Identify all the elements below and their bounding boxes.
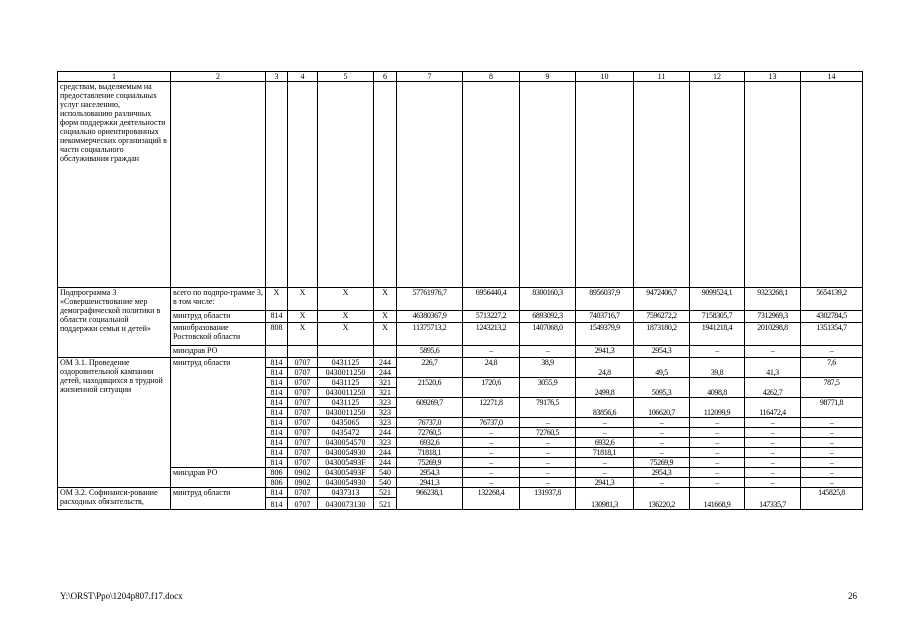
code-cell: 814: [266, 488, 288, 498]
value-cell: 2499,8: [576, 388, 634, 398]
code-cell: 521: [374, 488, 397, 498]
column-header: 7: [397, 72, 463, 82]
value-cell: [576, 488, 634, 498]
code-cell: 0430054930: [318, 448, 374, 458]
code-cell: 0707: [288, 448, 318, 458]
value-cell: 71818,1: [576, 448, 634, 458]
code-cell: 0707: [288, 418, 318, 428]
row-label: минтруд области: [171, 311, 266, 323]
code-cell: 814: [266, 378, 288, 388]
code-cell: 0431125: [318, 358, 374, 368]
table-row: [58, 323, 863, 346]
code-cell: 244: [374, 458, 397, 468]
value-cell: 5713227,2: [463, 311, 520, 323]
code-cell: 814: [266, 398, 288, 408]
value-cell: 6956440,4: [463, 288, 520, 311]
value-cell: –: [634, 448, 690, 458]
code-cell: X: [288, 288, 318, 311]
value-cell: –: [745, 468, 801, 478]
page-number: 26: [848, 591, 857, 601]
value-cell: –: [463, 346, 520, 358]
value-cell: 57761976,7: [397, 288, 463, 311]
value-cell: –: [463, 478, 520, 488]
value-cell: 11375713,2: [397, 323, 463, 346]
value-cell: –: [745, 346, 801, 358]
value-cell: [634, 398, 690, 408]
value-cell: –: [690, 478, 745, 488]
code-cell: 814: [266, 368, 288, 378]
value-cell: –: [690, 346, 745, 358]
value-cell: 116472,4: [745, 408, 801, 418]
value-cell: 7,6: [801, 358, 863, 368]
code-cell: 814: [266, 358, 288, 368]
code-cell: 814: [266, 448, 288, 458]
header-row: [58, 72, 863, 82]
value-cell: 7312969,3: [745, 311, 801, 323]
value-cell: –: [463, 458, 520, 468]
value-cell: 5654139,2: [801, 288, 863, 311]
code-cell: 244: [374, 448, 397, 458]
code-cell: 323: [374, 418, 397, 428]
code-cell: 540: [374, 478, 397, 488]
code-cell: 814: [266, 428, 288, 438]
column-header: 1: [58, 72, 171, 82]
value-cell: –: [745, 428, 801, 438]
value-cell: 147335,7: [745, 498, 801, 510]
value-cell: [745, 488, 801, 498]
table-row: [58, 82, 863, 288]
value-cell: –: [801, 438, 863, 448]
value-cell: 5895,6: [397, 346, 463, 358]
subprogram-name: Подпрограмма 3 «Совершенствование мер демографической политики в области социальной поддержки семьи и детей»: [58, 288, 171, 358]
value-cell: 7596272,2: [634, 311, 690, 323]
value-cell: –: [690, 458, 745, 468]
column-header: 3: [266, 72, 288, 82]
table-row: [58, 288, 863, 311]
code-cell: 0707: [288, 398, 318, 408]
code-cell: 0707: [288, 438, 318, 448]
value-cell: [690, 398, 745, 408]
code-cell: 0707: [288, 368, 318, 378]
value-cell: –: [463, 448, 520, 458]
block0-name: средствам, выделяемым на предоставление социальных услуг населению, использованию различных форм поддержки деятельности социально ориентированных некоммерческих организаций в части социального обслуживания граждан: [58, 82, 171, 288]
code-cell: 244: [374, 428, 397, 438]
code-cell: 814: [266, 408, 288, 418]
row-label: минобразование Ростовской области: [171, 323, 266, 346]
value-cell: 8300160,3: [520, 288, 576, 311]
value-cell: –: [463, 468, 520, 478]
column-header: 12: [690, 72, 745, 82]
value-cell: 7158305,7: [690, 311, 745, 323]
budget-table: [57, 71, 863, 510]
value-cell: –: [801, 478, 863, 488]
code-cell: [318, 346, 374, 358]
value-cell: –: [690, 438, 745, 448]
code-cell: 0431125: [318, 398, 374, 408]
value-cell: [520, 498, 576, 510]
value-cell: –: [690, 428, 745, 438]
table-row: [58, 468, 863, 478]
code-cell: 806: [266, 478, 288, 488]
value-cell: 966238,1: [397, 488, 463, 498]
code-cell: 0902: [288, 468, 318, 478]
code-cell: 814: [266, 498, 288, 510]
value-cell: 132268,4: [463, 488, 520, 498]
value-cell: 76737,0: [463, 418, 520, 428]
column-header: 4: [288, 72, 318, 82]
value-cell: 2941,3: [576, 478, 634, 488]
value-cell: 71818,1: [397, 448, 463, 458]
value-cell: 1873180,2: [634, 323, 690, 346]
code-cell: 0435065: [318, 418, 374, 428]
value-cell: –: [745, 418, 801, 428]
code-cell: X: [374, 311, 397, 323]
value-cell: [690, 488, 745, 498]
code-cell: 814: [266, 388, 288, 398]
code-cell: X: [318, 323, 374, 346]
value-cell: –: [576, 418, 634, 428]
code-cell: 0707: [288, 428, 318, 438]
value-cell: –: [801, 448, 863, 458]
value-cell: 6932,6: [397, 438, 463, 448]
value-cell: –: [520, 346, 576, 358]
value-cell: 3055,9: [520, 378, 576, 388]
value-cell: 1407068,0: [520, 323, 576, 346]
org-label: минздрав РО: [171, 468, 266, 488]
value-cell: [745, 378, 801, 388]
value-cell: 2954,3: [397, 468, 463, 478]
value-cell: [463, 498, 520, 510]
value-cell: 2010298,8: [745, 323, 801, 346]
value-cell: –: [576, 468, 634, 478]
value-cell: [576, 398, 634, 408]
column-header: 8: [463, 72, 520, 82]
code-cell: 0707: [288, 388, 318, 398]
value-cell: –: [520, 468, 576, 478]
value-cell: –: [576, 428, 634, 438]
value-cell: 609269,7: [397, 398, 463, 408]
footer-file-path: Y:\ORST\Ppo\1204p807.f17.docx: [60, 591, 183, 601]
code-cell: X: [288, 323, 318, 346]
column-header: 5: [318, 72, 374, 82]
code-cell: 043005493F: [318, 458, 374, 468]
code-cell: 814: [266, 458, 288, 468]
value-cell: 76737,0: [397, 418, 463, 428]
value-cell: 49,5: [634, 368, 690, 378]
value-cell: [690, 358, 745, 368]
row-label: минздрав РО: [171, 346, 266, 358]
code-cell: 814: [266, 418, 288, 428]
value-cell: –: [520, 458, 576, 468]
measure-name: ОМ 3.2. Софинанси-рование расходных обязательств,: [58, 488, 171, 510]
value-cell: [801, 408, 863, 418]
value-cell: –: [520, 448, 576, 458]
value-cell: 39,8: [690, 368, 745, 378]
column-header: 10: [576, 72, 634, 82]
row-label: всего по подпро-грамме 3, в том числе:: [171, 288, 266, 311]
value-cell: [634, 488, 690, 498]
value-cell: 8956037,9: [576, 288, 634, 311]
value-cell: [463, 368, 520, 378]
value-cell: 1720,6: [463, 378, 520, 388]
value-cell: –: [634, 428, 690, 438]
value-cell: 136220,2: [634, 498, 690, 510]
value-cell: 79176,5: [520, 398, 576, 408]
value-cell: 9472406,7: [634, 288, 690, 311]
code-cell: 540: [374, 468, 397, 478]
code-cell: 0430011250: [318, 388, 374, 398]
value-cell: 106620,7: [634, 408, 690, 418]
code-cell: 0902: [288, 478, 318, 488]
value-cell: –: [801, 346, 863, 358]
value-cell: 38,9: [520, 358, 576, 368]
value-cell: –: [634, 438, 690, 448]
value-cell: 75269,9: [397, 458, 463, 468]
value-cell: [397, 408, 463, 418]
code-cell: X: [374, 323, 397, 346]
code-cell: 321: [374, 378, 397, 388]
value-cell: 75269,9: [634, 458, 690, 468]
code-cell: X: [266, 288, 288, 311]
value-cell: 787,5: [801, 378, 863, 388]
value-cell: 141668,9: [690, 498, 745, 510]
value-cell: 9323268,1: [745, 288, 801, 311]
value-cell: –: [634, 418, 690, 428]
value-cell: –: [520, 418, 576, 428]
column-header: 6: [374, 72, 397, 82]
value-cell: [745, 398, 801, 408]
code-cell: [288, 346, 318, 358]
value-cell: [520, 368, 576, 378]
value-cell: 1549379,9: [576, 323, 634, 346]
code-cell: 521: [374, 498, 397, 510]
value-cell: [576, 358, 634, 368]
column-header: 9: [520, 72, 576, 82]
value-cell: 46380367,9: [397, 311, 463, 323]
value-cell: –: [463, 438, 520, 448]
value-cell: 6893092,3: [520, 311, 576, 323]
code-cell: 0435472: [318, 428, 374, 438]
code-cell: 814: [266, 438, 288, 448]
value-cell: 41,3: [745, 368, 801, 378]
value-cell: [520, 408, 576, 418]
code-cell: 0430054570: [318, 438, 374, 448]
value-cell: 1243213,2: [463, 323, 520, 346]
code-cell: 244: [374, 368, 397, 378]
value-cell: 4262,7: [745, 388, 801, 398]
value-cell: –: [576, 458, 634, 468]
org-label: минтруд области: [171, 488, 266, 510]
value-cell: 226,7: [397, 358, 463, 368]
value-cell: [397, 498, 463, 510]
code-cell: [374, 346, 397, 358]
code-cell: 0431125: [318, 378, 374, 388]
value-cell: [745, 358, 801, 368]
code-cell: 321: [374, 388, 397, 398]
code-cell: 043005493F: [318, 468, 374, 478]
value-cell: 98771,8: [801, 398, 863, 408]
value-cell: –: [690, 448, 745, 458]
value-cell: –: [745, 438, 801, 448]
code-cell: 0430011250: [318, 368, 374, 378]
value-cell: 2941,3: [576, 346, 634, 358]
column-header: 13: [745, 72, 801, 82]
code-cell: X: [318, 288, 374, 311]
value-cell: [801, 498, 863, 510]
value-cell: –: [745, 448, 801, 458]
measure-name: ОМ 3.1. Проведение оздоровительной кампании детей, находящихся в трудной жизненной ситуации: [58, 358, 171, 488]
code-cell: 0707: [288, 378, 318, 388]
code-cell: X: [288, 311, 318, 323]
value-cell: –: [520, 478, 576, 488]
code-cell: X: [318, 311, 374, 323]
code-cell: 244: [374, 358, 397, 368]
value-cell: 4302784,5: [801, 311, 863, 323]
value-cell: 2954,3: [634, 468, 690, 478]
code-cell: 0430073130: [318, 498, 374, 510]
value-cell: 112099,9: [690, 408, 745, 418]
code-cell: 814: [266, 311, 288, 323]
value-cell: 72760,5: [520, 428, 576, 438]
value-cell: [463, 408, 520, 418]
value-cell: –: [801, 428, 863, 438]
column-header: 2: [171, 72, 266, 82]
value-cell: 4098,8: [690, 388, 745, 398]
value-cell: [576, 378, 634, 388]
value-cell: –: [690, 468, 745, 478]
value-cell: –: [801, 458, 863, 468]
code-cell: 0707: [288, 498, 318, 510]
value-cell: –: [745, 458, 801, 468]
value-cell: 131937,8: [520, 488, 576, 498]
value-cell: [520, 388, 576, 398]
column-header: 11: [634, 72, 690, 82]
value-cell: 1941218,4: [690, 323, 745, 346]
value-cell: [801, 368, 863, 378]
value-cell: [397, 368, 463, 378]
value-cell: 2941,3: [397, 478, 463, 488]
value-cell: –: [520, 438, 576, 448]
value-cell: 145825,8: [801, 488, 863, 498]
code-cell: 0707: [288, 358, 318, 368]
code-cell: X: [374, 288, 397, 311]
value-cell: 2954,3: [634, 346, 690, 358]
code-cell: 0707: [288, 488, 318, 498]
value-cell: [801, 388, 863, 398]
value-cell: –: [745, 478, 801, 488]
column-header: 14: [801, 72, 863, 82]
value-cell: 7403716,7: [576, 311, 634, 323]
value-cell: –: [634, 478, 690, 488]
value-cell: [397, 388, 463, 398]
value-cell: 130981,3: [576, 498, 634, 510]
table-row: [58, 311, 863, 323]
value-cell: 21520,6: [397, 378, 463, 388]
code-cell: 0707: [288, 408, 318, 418]
value-cell: [690, 378, 745, 388]
value-cell: 24,8: [576, 368, 634, 378]
value-cell: 24,8: [463, 358, 520, 368]
code-cell: 806: [266, 468, 288, 478]
value-cell: [634, 378, 690, 388]
value-cell: 12271,8: [463, 398, 520, 408]
org-label: минтруд области: [171, 358, 266, 468]
value-cell: –: [690, 418, 745, 428]
code-cell: 0437313: [318, 488, 374, 498]
code-cell: 0707: [288, 458, 318, 468]
table-row: [58, 358, 863, 368]
code-cell: 323: [374, 438, 397, 448]
value-cell: 9099524,1: [690, 288, 745, 311]
value-cell: 72760,5: [397, 428, 463, 438]
code-cell: 0430054930: [318, 478, 374, 488]
code-cell: 0430011250: [318, 408, 374, 418]
code-cell: 808: [266, 323, 288, 346]
value-cell: [463, 388, 520, 398]
value-cell: –: [801, 418, 863, 428]
value-cell: 83856,6: [576, 408, 634, 418]
code-cell: 323: [374, 398, 397, 408]
value-cell: –: [801, 468, 863, 478]
value-cell: [634, 358, 690, 368]
table-row: [58, 346, 863, 358]
value-cell: 6932,6: [576, 438, 634, 448]
value-cell: 5095,3: [634, 388, 690, 398]
table-row: [58, 488, 863, 498]
code-cell: 323: [374, 408, 397, 418]
value-cell: 1351354,7: [801, 323, 863, 346]
code-cell: [266, 346, 288, 358]
value-cell: –: [463, 428, 520, 438]
